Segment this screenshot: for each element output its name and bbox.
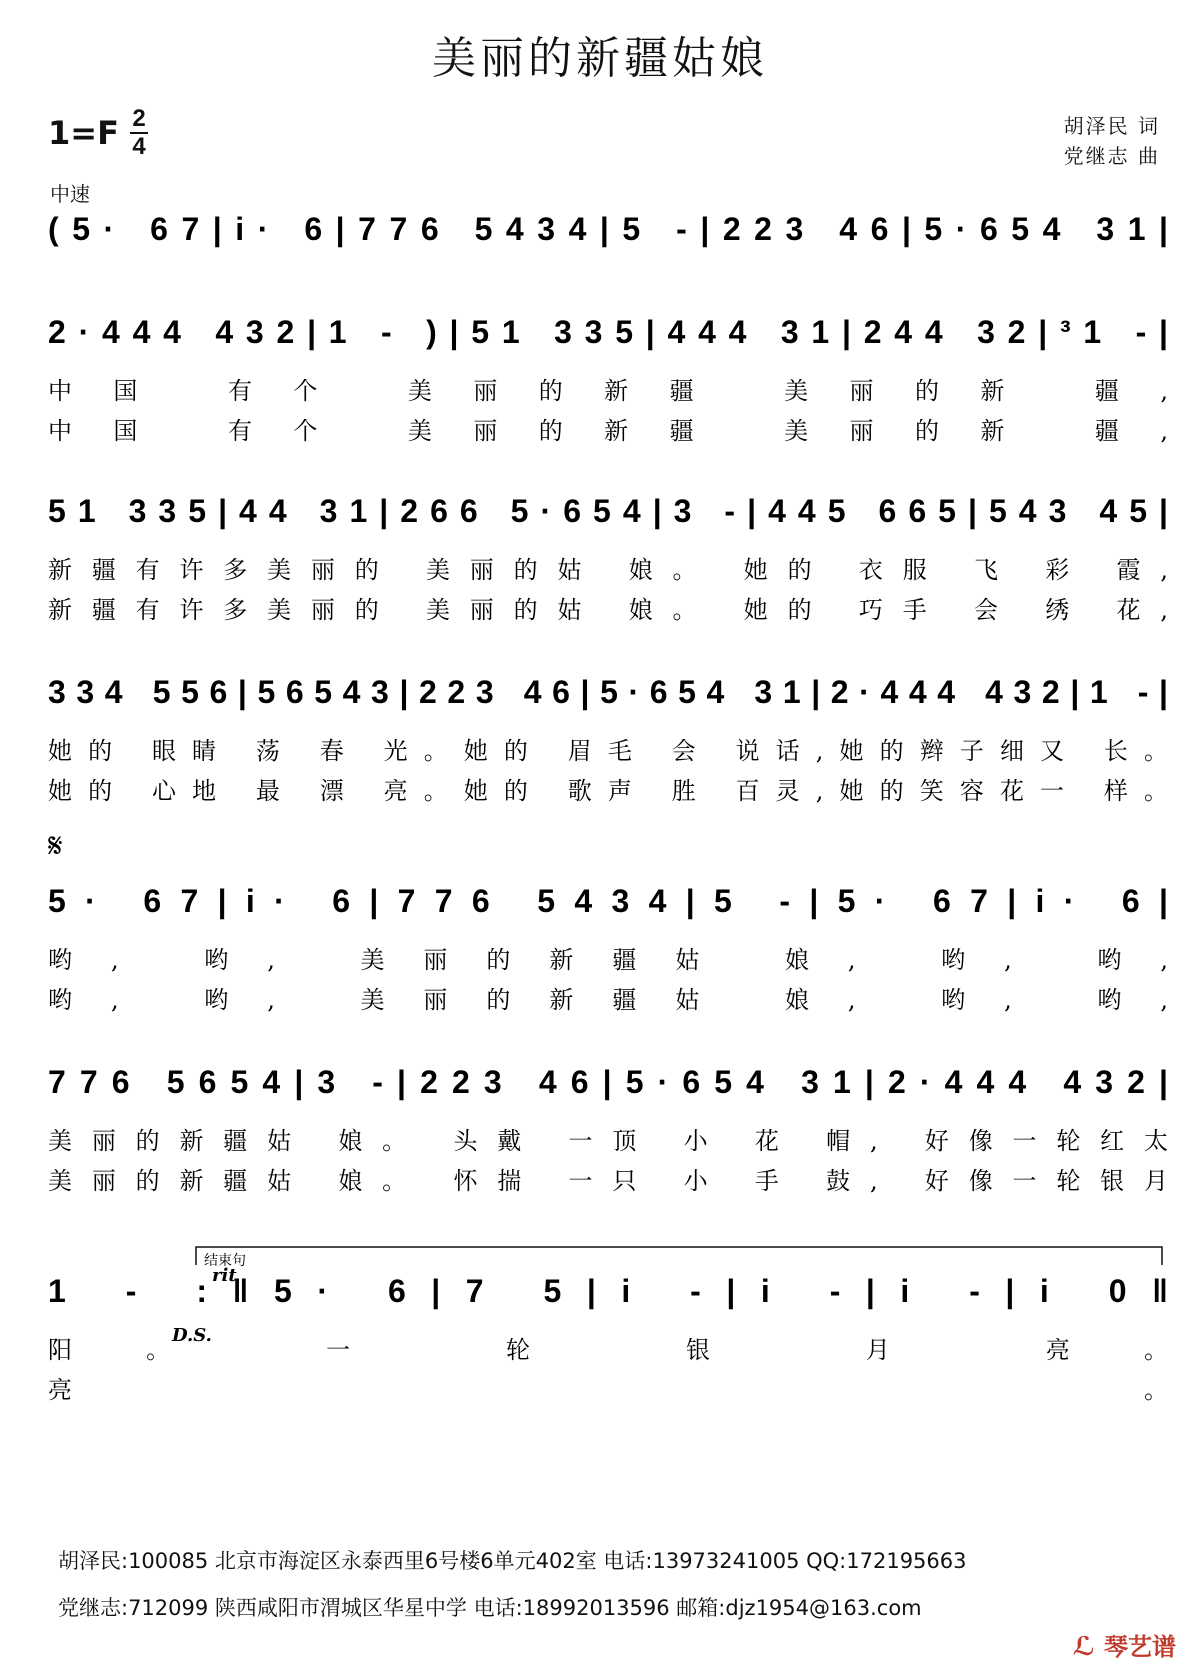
song-title: 美丽的新疆姑娘 xyxy=(432,33,768,84)
contact-composer: 党继志:712099 陕西咸阳市渭城区华星中学 电话:18992013596 邮箱:djz1954@163.com xyxy=(58,1596,922,1620)
lyric-line: 中国 有个 美丽的新疆 美丽的新 疆, xyxy=(48,417,1168,445)
lyric-line: 中国 有个 美丽的新疆 美丽的新 疆, xyxy=(48,377,1168,405)
ending-bracket xyxy=(196,1247,1162,1265)
rit-marking: rit xyxy=(212,1265,237,1286)
time-signature-top: 2 xyxy=(132,105,146,132)
notation-row: 5· 67|i· 6|776 5434|5 -|5· 67|i· 6| xyxy=(48,883,1168,919)
lyric-line: 新疆有许多美丽的 美丽的姑 娘。 她的 衣服 飞 彩 霞, xyxy=(48,556,1168,584)
composer-credit: 党继志 曲 xyxy=(1063,144,1160,168)
lyric-line: 美丽的新疆姑 娘。 怀揣 一只 小 手 鼓, 好像一轮银月 xyxy=(48,1167,1168,1195)
tempo-marking: 中速 xyxy=(50,182,90,206)
lyricist-credit: 胡泽民 词 xyxy=(1063,114,1160,138)
ds-marking: D.S. xyxy=(172,1325,212,1346)
lyric-line: 她的 眼睛 荡 春 光。她的 眉毛 会 说话,她的辫子细又 长。 xyxy=(48,737,1169,765)
notation-row: 1 - :‖5· 6|7 5|i -|i -|i -|i 0‖ xyxy=(48,1273,1169,1309)
key-signature: 1=F xyxy=(48,114,119,152)
lyric-line: 美丽的新疆姑 娘。 头戴 一顶 小 花 帽, 好像一轮红太 xyxy=(48,1127,1168,1155)
watermark-text: 琴艺谱 xyxy=(1104,1633,1176,1661)
notation-row: 334 556|56543|223 46|5·654 31|2·444 432|1 -| xyxy=(48,674,1169,710)
lyric-line: 哟, 哟, 美丽的新疆姑 娘, 哟, 哟, xyxy=(48,986,1168,1014)
notation-row: 51 335|44 31|266 5·654|3 -|445 665|543 45| xyxy=(48,493,1168,529)
contact-lyricist: 胡泽民:100085 北京市海淀区永泰西里6号楼6单元402室 电话:13973241005 QQ:172195663 xyxy=(58,1549,967,1573)
lyric-line: 亮。 xyxy=(48,1376,1168,1404)
watermark-icon: ℒ xyxy=(1072,1632,1104,1662)
notation-row: (5· 67|i· 6|776 5434|5 -|223 46|5·654 31| xyxy=(48,211,1169,247)
time-signature-bottom: 4 xyxy=(132,133,146,160)
notation-row: 776 5654|3 -|223 46|5·654 31|2·444 432| xyxy=(48,1064,1168,1100)
lyric-line: 新疆有许多美丽的 美丽的姑 娘。 她的 巧手 会 绣 花, xyxy=(48,596,1168,624)
ending-label: 结束句 xyxy=(204,1253,246,1269)
notation-row: 2·444 432|1 - )|51 335|444 31|244 32|³1 -| xyxy=(48,314,1169,350)
lyric-line: 她的 心地 最 漂 亮。她的 歌声 胜 百灵,她的笑容花一 样。 xyxy=(48,777,1169,805)
lyric-line: 阳。 一 轮 银 月 亮。 xyxy=(48,1336,1168,1364)
watermark-logo xyxy=(1073,1627,1176,1662)
lyric-line: 哟, 哟, 美丽的新疆姑 娘, 哟, 哟, xyxy=(48,946,1168,974)
segno-sign: 𝄋 xyxy=(48,826,63,866)
